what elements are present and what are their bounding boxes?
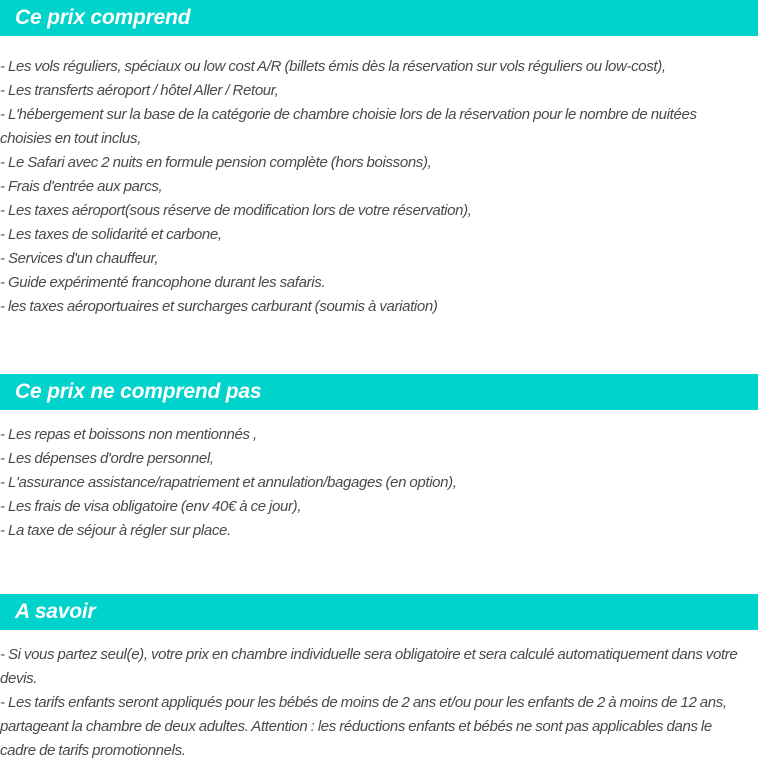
- list-item: - L'assurance assistance/rapatriement et annulation/bagages (en option),: [0, 474, 457, 491]
- section-price-includes: [0, 0, 758, 319]
- spacer: [0, 630, 758, 643]
- spacer: [0, 543, 758, 594]
- list-item: - L'hébergement sur la base de la catégorie de chambre choisie lors de la réservation pour le nombre de nuitées choisies en tout inclus,: [0, 106, 697, 147]
- list-item: - Les dépenses d'ordre personnel,: [0, 450, 214, 467]
- section-header-price-excludes: [0, 374, 758, 410]
- list-item: - Les tarifs enfants seront appliqués pour les bébés de moins de 2 ans et/ou pour les enfants de 2 à moins de 12 ans, partageant la chambre de deux adultes. Attention : les réductions enfants et bébés ne sont pas applicables dans le cadre de tarifs promotionnels.: [0, 694, 727, 759]
- section-title: A savoir: [15, 600, 96, 623]
- section-body-price-includes: [0, 55, 758, 319]
- spacer: [0, 410, 758, 423]
- list-item: - La taxe de séjour à régler sur place.: [0, 522, 231, 539]
- list-item: - Les vols réguliers, spéciaux ou low cost A/R (billets émis dès la réservation sur vols réguliers ou low-cost),: [0, 58, 666, 75]
- list-item: - Les taxes de solidarité et carbone,: [0, 226, 222, 243]
- section-body-good-to-know: [0, 643, 758, 763]
- spacer: [0, 36, 758, 55]
- list-item: - Les transferts aéroport / hôtel Aller / Retour,: [0, 82, 279, 99]
- list-item: - Guide expérimenté francophone durant les safaris.: [0, 274, 326, 291]
- section-title: Ce prix ne comprend pas: [15, 380, 262, 403]
- section-body-price-excludes: [0, 423, 758, 543]
- section-header-price-includes: [0, 0, 758, 36]
- list-item: - Services d'un chauffeur,: [0, 250, 159, 267]
- list-item: - Les taxes aéroport(sous réserve de modification lors de votre réservation),: [0, 202, 472, 219]
- list-item: - Les repas et boissons non mentionnés ,: [0, 426, 257, 443]
- list-item: - Frais d'entrée aux parcs,: [0, 178, 163, 195]
- list-item: - Le Safari avec 2 nuits en formule pension complète (hors boissons),: [0, 154, 432, 171]
- section-title: Ce prix comprend: [15, 6, 191, 29]
- list-item: - Les frais de visa obligatoire (env 40€ à ce jour),: [0, 498, 302, 515]
- spacer: [0, 319, 758, 374]
- section-header-good-to-know: [0, 594, 758, 630]
- list-item: - Si vous partez seul(e), votre prix en chambre individuelle sera obligatoire et sera calculé automatiquement dans votre devis.: [0, 646, 738, 687]
- section-good-to-know: [0, 594, 758, 763]
- list-item: - les taxes aéroportuaires et surcharges carburant (soumis à variation): [0, 298, 438, 315]
- section-price-excludes: [0, 374, 758, 543]
